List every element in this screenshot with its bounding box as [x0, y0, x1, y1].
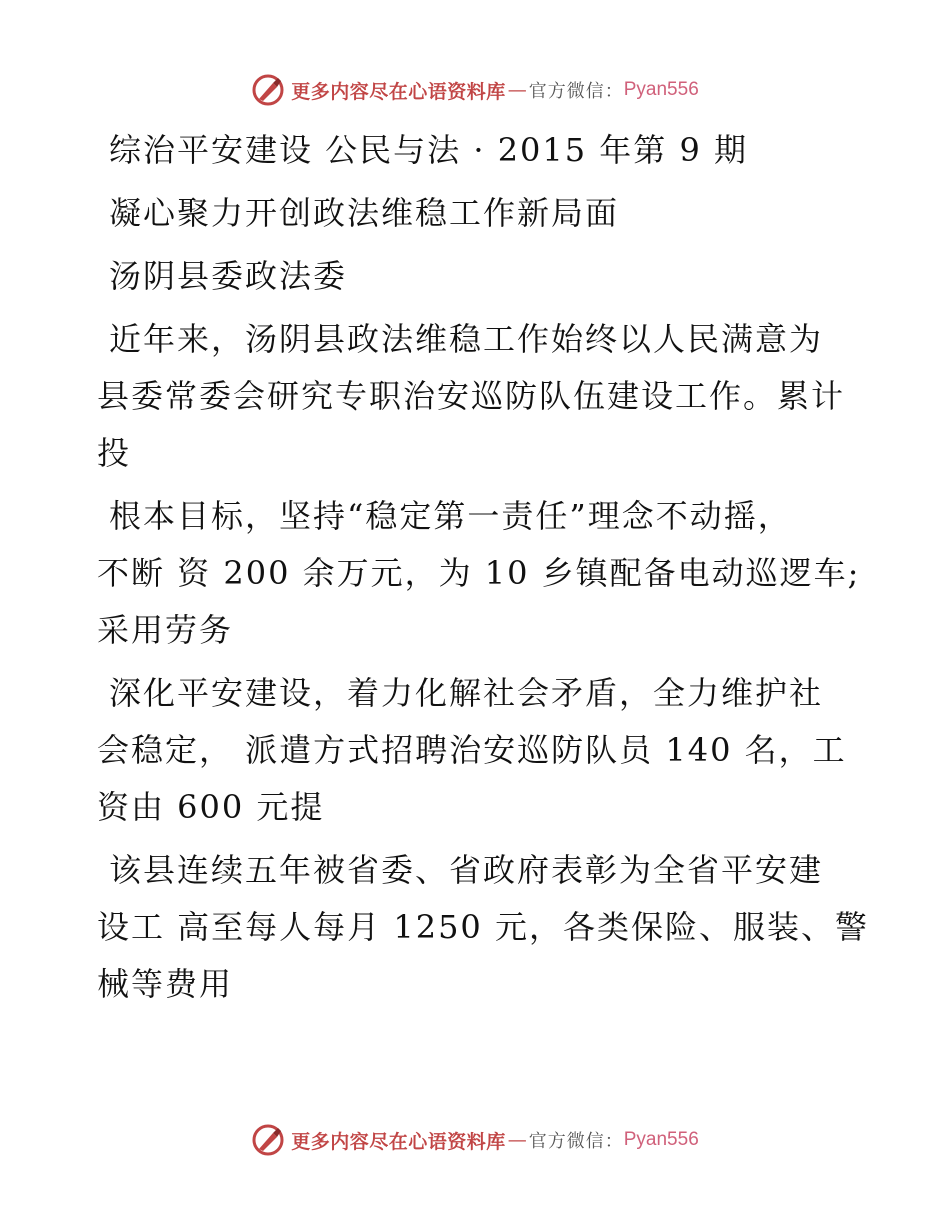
footer-watermark — [0, 1120, 950, 1160]
watermark-wechat-id: Pyan556 — [623, 1129, 699, 1150]
paragraph-line: 会稳定， 派遣方式招聘治安巡防队员 140 名，工 — [97, 731, 847, 769]
watermark-wechat-label: 官方微信： — [528, 81, 624, 102]
paragraph-line: 该县连续五年被省委、省政府表彰为全省平安建 — [109, 851, 824, 889]
pen-logo-icon — [251, 1123, 285, 1157]
paragraph — [97, 842, 869, 1013]
watermark-wechat-label: 官方微信： — [528, 1131, 624, 1152]
paragraph-line: 县委常委会研究专职治安巡防队伍建设工作。累计 — [97, 377, 846, 415]
header-watermark — [0, 70, 950, 110]
watermark-dash: — — [507, 79, 527, 101]
paragraph-line: 近年来，汤阴县政法维稳工作始终以人民满意为 — [109, 320, 824, 358]
document-body — [97, 122, 869, 1019]
paragraph-line: 设工 高至每人每月 1250 元，各类保险、服装、警 — [97, 908, 869, 946]
paragraph — [97, 665, 857, 836]
paragraph-line: 械等费用 — [97, 965, 234, 1003]
watermark-text: 更多内容尽在心语资料库 — [291, 80, 506, 103]
paragraph-line: 投 — [97, 434, 132, 472]
article-author: 汤阴县委政法委 — [109, 257, 348, 295]
watermark-text: 更多内容尽在心语资料库 — [291, 1130, 506, 1153]
article-title: 凝心聚力开创政法维稳工作新局面 — [109, 194, 620, 232]
paragraph — [97, 311, 857, 482]
paragraph-line: 不断 资 200 余万元，为 10 乡镇配备电动巡逻车; — [97, 554, 861, 592]
paragraph-line: 资由 600 元提 — [97, 788, 325, 826]
paragraph-line: 深化平安建设，着力化解社会矛盾，全力维护社 — [109, 674, 824, 712]
pen-logo-icon — [251, 73, 285, 107]
watermark-wechat-id: Pyan556 — [623, 79, 699, 100]
paragraph-line: 采用劳务 — [97, 611, 234, 649]
paragraph-line: 根本目标，坚持“稳定第一责任”理念不动摇， — [109, 497, 792, 535]
watermark-dash: — — [507, 1129, 527, 1151]
header-line: 综治平安建设 公民与法 · 2015 年第 9 期 — [109, 131, 749, 169]
paragraph — [97, 488, 861, 659]
